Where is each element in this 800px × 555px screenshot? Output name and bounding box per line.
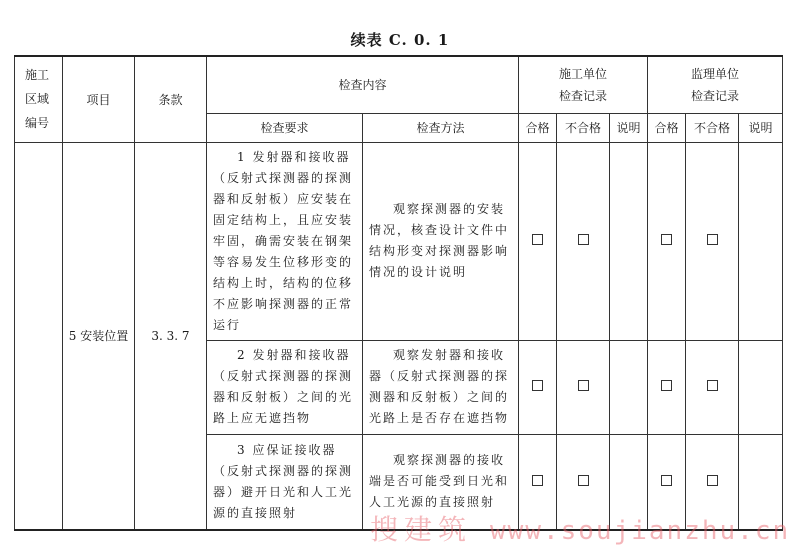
- supervisor-fail-cell[interactable]: [686, 142, 739, 340]
- requirement-cell: 1 发射器和接收器（反射式探测器的探测器和反射板）应安装在固定结构上，且应安装牢固，确需安装在钢架等容易发生位移形变的结构上时，结构的位移不应影响探测器的正常运行: [207, 142, 363, 340]
- table-title: 续表 C. 0. 1: [350, 31, 450, 49]
- header-area-code-line2: 区域: [25, 92, 50, 107]
- requirement-cell: 3 应保证接收器（反射式探测器的探测器）避开日光和人工光源的直接照射: [207, 434, 363, 530]
- header-area-code: [15, 56, 63, 142]
- contractor-pass-cell[interactable]: [519, 142, 557, 340]
- header-method: 检查方法: [363, 113, 519, 142]
- table-row: [15, 142, 783, 340]
- header-inspection-content: 检查内容: [207, 56, 519, 113]
- method-cell: 观察发射器和接收器（反射式探测器的探测器和反射板）之间的光路上是否存在遮挡物: [363, 340, 519, 434]
- header-contractor-fail: 不合格: [557, 113, 610, 142]
- header-contractor-note: 说明: [610, 113, 648, 142]
- header-supervisor-note: 说明: [739, 113, 783, 142]
- header-supervisor-line2: 检查记录: [691, 88, 740, 103]
- header-area-code-line1: 施工: [25, 68, 50, 83]
- contractor-note-cell[interactable]: [610, 340, 648, 434]
- checkbox-icon[interactable]: [707, 234, 718, 245]
- checkbox-icon[interactable]: [661, 234, 672, 245]
- header-item: 项目: [63, 56, 135, 142]
- checkbox-icon[interactable]: [532, 234, 543, 245]
- area-code-cell: [15, 142, 63, 530]
- supervisor-note-cell[interactable]: [739, 142, 783, 340]
- requirement-cell: 2 发射器和接收器（反射式探测器的探测器和反射板）之间的光路上应无遮挡物: [207, 340, 363, 434]
- item-cell: 5 安装位置: [63, 142, 135, 530]
- contractor-fail-cell[interactable]: [557, 142, 610, 340]
- checkbox-icon[interactable]: [661, 380, 672, 391]
- contractor-note-cell[interactable]: [610, 142, 648, 340]
- checkbox-icon[interactable]: [707, 380, 718, 391]
- header-supervisor-record: [648, 56, 783, 113]
- inspection-record-table: [14, 55, 783, 531]
- header-supervisor-line1: 监理单位: [691, 66, 740, 81]
- method-cell: 观察探测器的安装情况，核查设计文件中结构形变对探测器影响情况的设计说明: [363, 142, 519, 340]
- clause-cell: 3. 3. 7: [135, 142, 207, 530]
- header-contractor-line1: 施工单位: [559, 66, 608, 81]
- supervisor-pass-cell[interactable]: [648, 142, 686, 340]
- header-requirement: 检查要求: [207, 113, 363, 142]
- checkbox-icon[interactable]: [578, 380, 589, 391]
- watermark: [370, 508, 790, 548]
- checkbox-icon[interactable]: [532, 380, 543, 391]
- header-contractor-record: [519, 56, 648, 113]
- header-contractor-pass: 合格: [519, 113, 557, 142]
- header-supervisor-fail: 不合格: [686, 113, 739, 142]
- contractor-pass-cell[interactable]: [519, 340, 557, 434]
- header-area-code-line3: 编号: [25, 116, 50, 131]
- contractor-fail-cell[interactable]: [557, 340, 610, 434]
- watermark-cn: 搜建筑: [370, 513, 473, 546]
- checkbox-icon[interactable]: [707, 475, 718, 486]
- supervisor-fail-cell[interactable]: [686, 340, 739, 434]
- supervisor-note-cell[interactable]: [739, 340, 783, 434]
- checkbox-icon[interactable]: [578, 234, 589, 245]
- header-clause: 条款: [135, 56, 207, 142]
- supervisor-pass-cell[interactable]: [648, 340, 686, 434]
- checkbox-icon[interactable]: [532, 475, 543, 486]
- header-contractor-line2: 检查记录: [559, 88, 608, 103]
- method-cell: 观察探测器的接收端是否可能受到日光和人工光源的直接照射: [363, 434, 519, 530]
- checkbox-icon[interactable]: [578, 475, 589, 486]
- header-supervisor-pass: 合格: [648, 113, 686, 142]
- watermark-url: www.soujianzhu.cn: [490, 516, 791, 546]
- checkbox-icon[interactable]: [661, 475, 672, 486]
